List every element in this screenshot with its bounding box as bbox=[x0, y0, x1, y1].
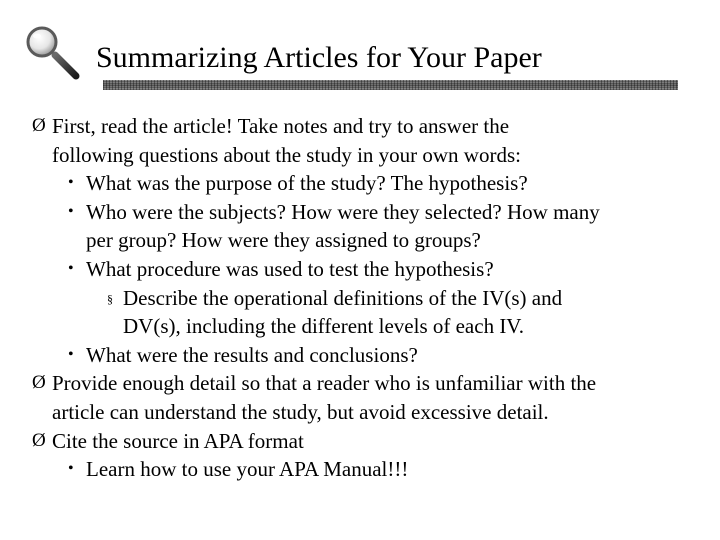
bullet-read-article bbox=[32, 112, 692, 141]
sub-bullet-results bbox=[32, 341, 692, 370]
bullet-text: following questions about the study in your own words: bbox=[52, 142, 521, 167]
sub-sub-bullet-text: Describe the operational definitions of the IV(s) and bbox=[123, 285, 563, 310]
arrow-bullet-marker: Ø bbox=[32, 429, 46, 451]
magnifying-glass-icon bbox=[22, 22, 84, 84]
bullet-text: article can understand the study, but avoid excessive detail. bbox=[52, 399, 549, 424]
sub-bullet-text: Who were the subjects? How were they selected? How many bbox=[86, 199, 600, 224]
sub-bullet-apa-manual bbox=[32, 455, 692, 484]
bullet-cite-source bbox=[32, 427, 692, 456]
slide-body bbox=[32, 112, 692, 484]
sub-bullet-procedure bbox=[32, 255, 692, 284]
section-bullet-marker: § bbox=[107, 291, 113, 306]
dot-bullet-marker: • bbox=[68, 345, 74, 363]
bullet-read-article-continuation bbox=[32, 141, 692, 170]
bullet-text: Provide enough detail so that a reader who is unfamiliar with the bbox=[52, 371, 597, 396]
bullet-provide-detail bbox=[32, 369, 692, 398]
title-divider bbox=[103, 80, 678, 90]
sub-bullet-purpose bbox=[32, 169, 692, 198]
sub-bullet-subjects bbox=[32, 198, 692, 227]
sub-bullet-subjects-continuation bbox=[32, 226, 692, 255]
dot-bullet-marker: • bbox=[68, 174, 74, 192]
sub-sub-bullet-definitions bbox=[32, 284, 692, 313]
sub-sub-bullet-definitions-continuation bbox=[32, 312, 692, 341]
sub-bullet-text: per group? How were they assigned to groups? bbox=[86, 228, 481, 253]
dot-bullet-marker: • bbox=[68, 202, 74, 220]
sub-bullet-text: What were the results and conclusions? bbox=[86, 342, 418, 367]
bullet-provide-detail-continuation bbox=[32, 398, 692, 427]
arrow-bullet-marker: Ø bbox=[32, 115, 46, 136]
arrow-bullet-marker: Ø bbox=[32, 372, 46, 394]
dot-bullet-marker: • bbox=[68, 460, 74, 478]
sub-bullet-text: Learn how to use your APA Manual!!! bbox=[86, 457, 409, 482]
sub-sub-bullet-text: DV(s), including the different levels of each IV. bbox=[123, 314, 525, 339]
slide-title: Summarizing Articles for Your Paper bbox=[96, 41, 542, 74]
sub-bullet-text: What was the purpose of the study? The hypothesis? bbox=[86, 171, 528, 196]
bullet-text: Cite the source in APA format bbox=[52, 428, 304, 453]
bullet-text: First, read the article! Take notes and try to answer the bbox=[52, 114, 510, 138]
dot-bullet-marker: • bbox=[68, 259, 74, 277]
sub-bullet-text: What procedure was used to test the hypothesis? bbox=[86, 256, 494, 281]
